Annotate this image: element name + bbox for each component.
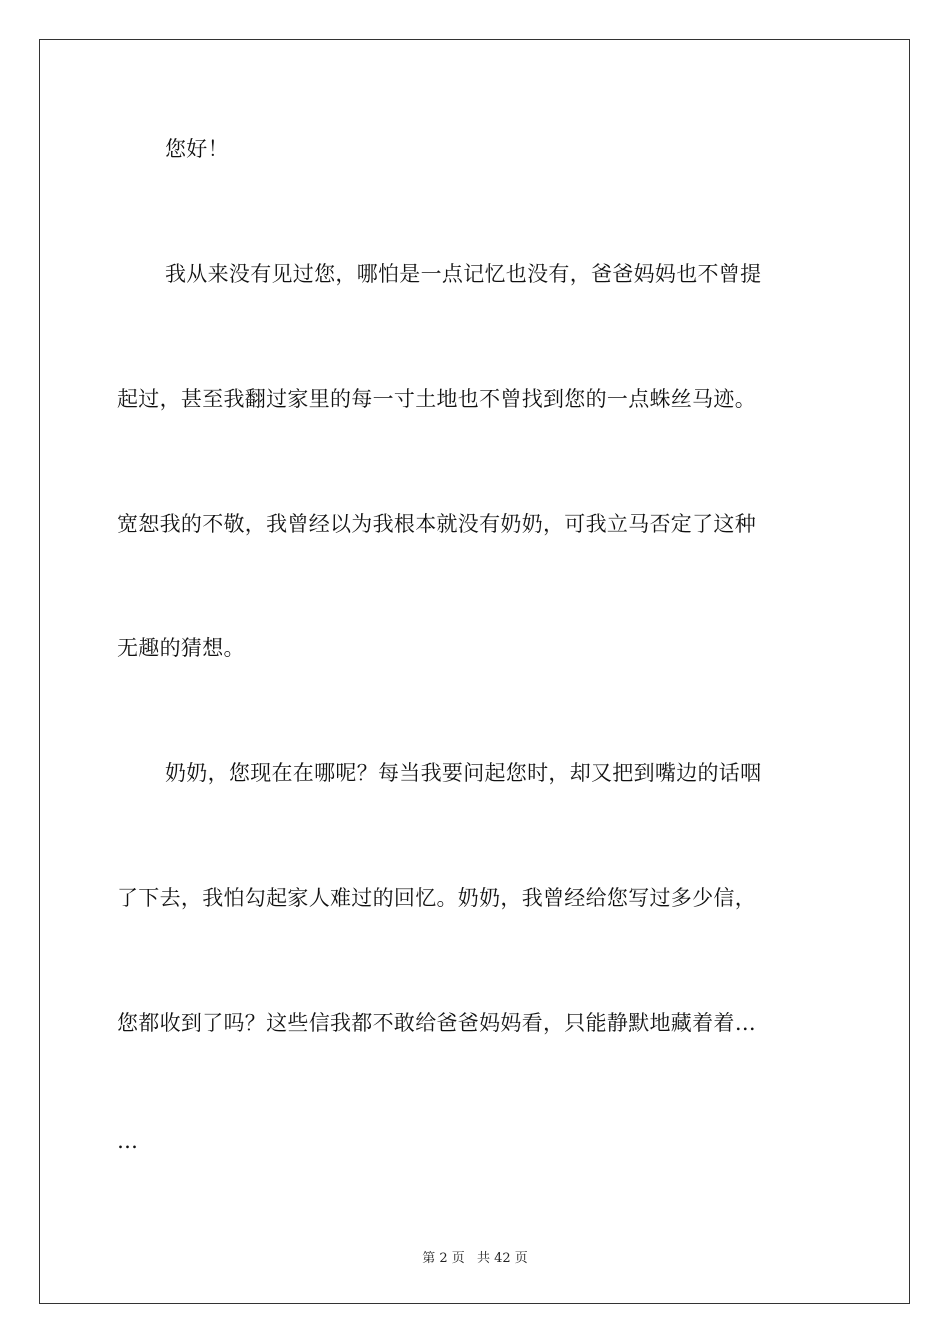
paragraph-1-line-2: 起过，甚至我翻过家里的每一寸土地也不曾找到您的一点蛛丝马迹。 <box>117 387 756 411</box>
paragraph-1-line-4: 无趣的猜想。 <box>117 636 245 660</box>
page-frame <box>39 39 910 1304</box>
paragraph-2-line-1: 奶奶，您现在在哪呢？每当我要问起您时，却又把到嘴边的话咽 <box>165 761 762 785</box>
paragraph-1-line-3: 宽恕我的不敬，我曾经以为我根本就没有奶奶，可我立马否定了这种 <box>117 512 756 536</box>
paragraph-2-line-3: 您都收到了吗？这些信我都不敢给爸爸妈妈看，只能静默地藏着着… <box>117 1011 756 1035</box>
paragraph-1-line-1: 我从来没有见过您，哪怕是一点记忆也没有，爸爸妈妈也不曾提 <box>165 262 762 286</box>
paragraph-2-line-4: … <box>117 1129 139 1153</box>
paragraph-2-line-2: 了下去，我怕勾起家人难过的回忆。奶奶，我曾经给您写过多少信， <box>117 886 756 910</box>
page-total: 共 42 页 <box>476 1251 528 1266</box>
greeting-line: 您好！ <box>165 137 229 161</box>
page-number: 第 2 页 <box>422 1251 465 1266</box>
page-footer <box>0 1247 950 1266</box>
